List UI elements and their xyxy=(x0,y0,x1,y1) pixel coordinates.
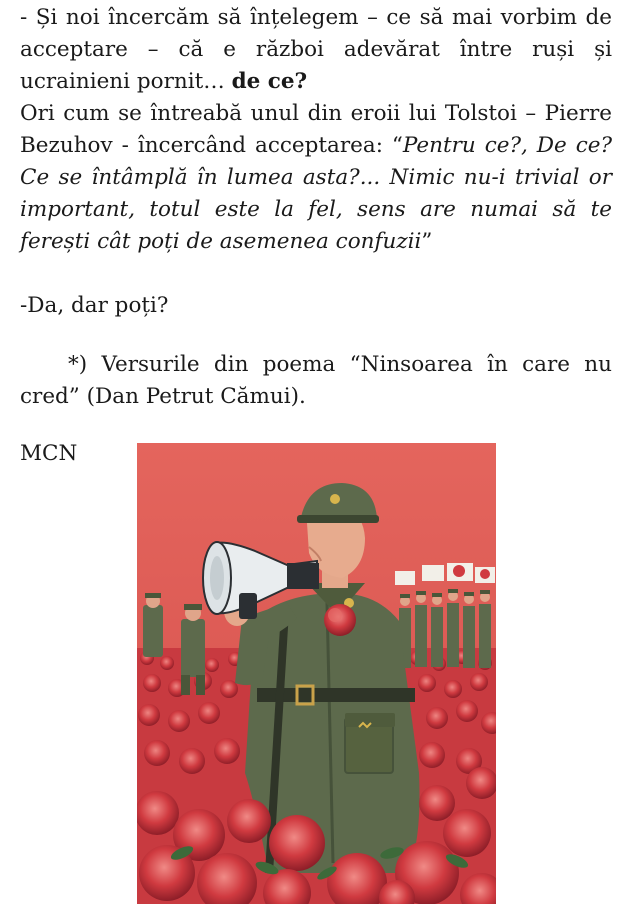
signature: MCN xyxy=(20,441,78,466)
paragraph-reply: -Da, dar poți? xyxy=(20,293,169,318)
tolstoi-quote: Pentru ce?, De ce? Ce se întâmplă în lumea asta?... Nimic nu-i trivial or important, totul este la fel, sens are numai să te ferești cât poți de asemenea confuzii xyxy=(20,133,612,254)
propaganda-illustration xyxy=(137,443,496,904)
paragraph-question xyxy=(20,2,612,98)
paragraph-question-bold: de ce? xyxy=(231,69,308,94)
paragraph-tolstoi xyxy=(20,98,612,258)
paragraph-question-text: - Și noi încercăm să înțelegem – ce să mai vorbim de acceptare – că e război adevărat între ruși și ucrainieni pornit… xyxy=(20,5,612,94)
footnote: *) Versurile din poema “Ninsoarea în care nu cred” (Dan Petrut Cămui). xyxy=(20,352,612,409)
paragraph-tolstoi-text: Ori cum se întreabă unul din eroii lui Tolstoi – Pierre Bezuhov - încercând acceptarea: “ xyxy=(20,101,612,158)
quote-close-mark: ” xyxy=(421,229,433,254)
